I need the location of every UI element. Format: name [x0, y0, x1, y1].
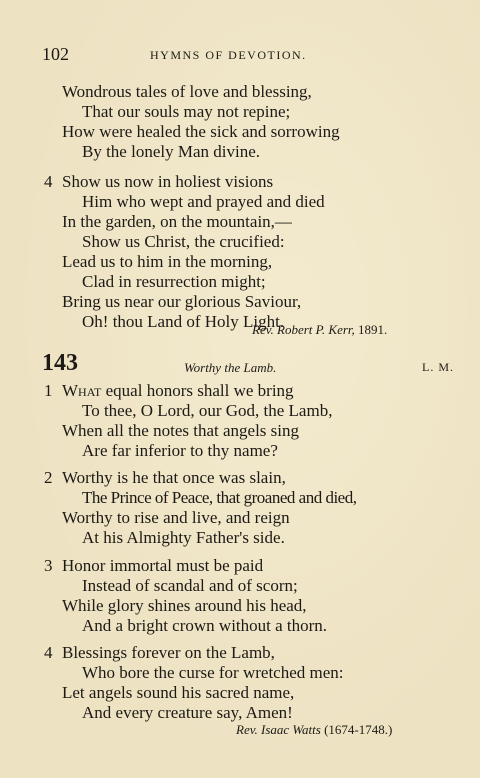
verse-line: Wondrous tales of love and blessing, — [62, 82, 312, 101]
stanza-number: 1 — [44, 381, 53, 400]
verse-line: And every creature say, Amen! — [82, 703, 293, 722]
verse-line: That our souls may not repine; — [82, 102, 291, 121]
author-year: 1891. — [358, 322, 388, 337]
hymn-143-attribution — [236, 722, 392, 738]
verse-line: Lead us to him in the morning, — [62, 252, 273, 271]
verse-line: Honor immortal must be paid — [62, 556, 264, 575]
page-header — [42, 44, 452, 66]
verse-line: By the lonely Man divine. — [82, 142, 261, 161]
verse-line: How were healed the sick and sorrowing — [62, 122, 340, 141]
verse-line: Worthy to rise and live, and reign — [62, 508, 290, 527]
verse-line: Worthy is he that once was slain, — [62, 468, 286, 487]
verse-line: In the garden, on the mountain,— — [62, 212, 292, 231]
hymn-number: 143 — [42, 350, 78, 376]
verse-line: When all the notes that angels sing — [62, 421, 299, 440]
stanza-number: 4 — [44, 643, 53, 662]
hymn-heading — [42, 350, 454, 380]
stanza-number: 4 — [44, 172, 53, 191]
author-name: Rev. Robert P. Kerr, — [252, 322, 355, 337]
verse-line: Bring us near our glorious Saviour, — [62, 292, 302, 311]
author-name: Rev. Isaac Watts — [236, 722, 321, 737]
page-number: 102 — [42, 44, 69, 64]
verse-line: The Prince of Peace, that groaned and died, — [82, 488, 357, 507]
verse-line: Are far inferior to thy name? — [82, 441, 278, 460]
verse-line: Instead of scandal and of scorn; — [82, 576, 298, 595]
first-word: What — [62, 381, 102, 400]
stanza-number: 3 — [44, 556, 53, 575]
verse-line: To thee, O Lord, our God, the Lamb, — [82, 401, 333, 420]
verse-line: Who bore the curse for wretched men: — [82, 663, 344, 682]
verse-line: Let angels sound his sacred name, — [62, 683, 295, 702]
running-head: HYMNS OF DEVOTION. — [150, 48, 307, 62]
author-years: (1674-1748.) — [324, 722, 393, 737]
verse-line: Blessings forever on the Lamb, — [62, 643, 275, 662]
previous-hymn-attribution — [252, 322, 387, 338]
verse-line: Show us now in holiest visions — [62, 172, 274, 191]
verse-line-rest: equal honors shall we bring — [105, 381, 294, 400]
verse-line: Oh! thou Land of Holy Light. — [82, 312, 285, 331]
verse-line: Clad in resurrection might; — [82, 272, 266, 291]
verse-line — [62, 381, 294, 401]
verse-line: Show us Christ, the crucified: — [82, 232, 285, 251]
verse-line: Him who wept and prayed and died — [82, 192, 325, 211]
verse-line: At his Almighty Father's side. — [82, 528, 285, 547]
hymn-title: Worthy the Lamb. — [184, 360, 277, 375]
hymn-meter: L. M. — [422, 360, 454, 374]
stanza-number: 2 — [44, 468, 53, 487]
verse-line: And a bright crown without a thorn. — [82, 616, 328, 635]
verse-line: While glory shines around his head, — [62, 596, 307, 615]
